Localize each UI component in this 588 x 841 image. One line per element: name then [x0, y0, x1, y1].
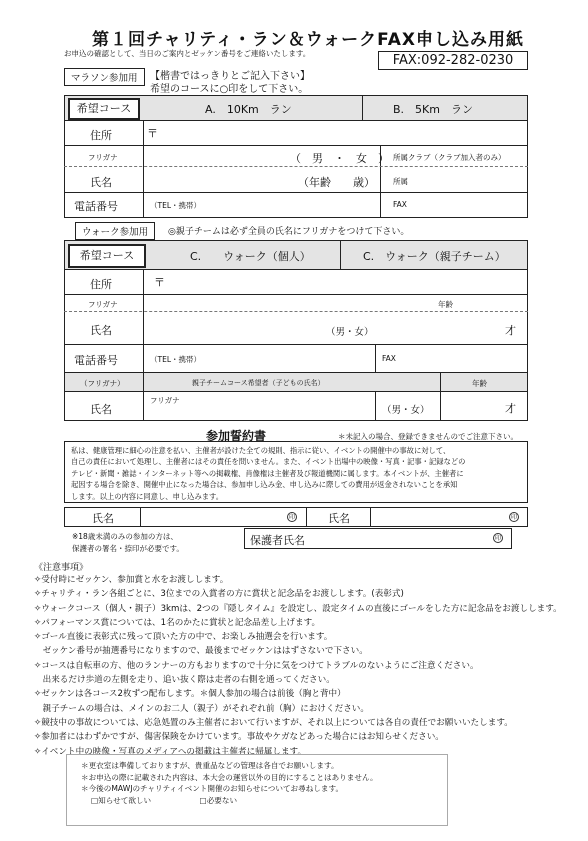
pledge-line-4: 起因する場合を除き、開催中止になった場合は、参加申し込み金、申し込みに際しての費用が返金されないことを承知 — [71, 480, 458, 490]
walk-address-label: 住所 — [90, 278, 112, 291]
signature-field-2[interactable] — [371, 508, 527, 526]
marathon-age-field[interactable]: （年齢 歳） — [298, 176, 375, 189]
affiliation-label: 所属 — [393, 177, 408, 186]
minor-note-1: ※18歳未満のみの参加の方は、 — [72, 532, 178, 541]
walk-fax-field[interactable]: FAX — [382, 354, 396, 363]
marathon-name-label: 氏名 — [90, 176, 112, 189]
child-furigana-field[interactable]: フリガナ — [150, 396, 180, 405]
note-line: 出来るだけ歩道の左側を走り、追い抜く際は走者の右側を通ってください。 — [34, 675, 335, 686]
note-line: ゼッケン番号が抽選番号になりますので、最後までゼッケンははずさないで下さい。 — [34, 646, 368, 657]
marathon-phone-field[interactable]: （TEL・携帯） — [150, 201, 201, 210]
walk-note: ◎親子チームは必ず全員の氏名にフリガナをつけて下さい。 — [168, 227, 410, 237]
walk-address-field[interactable]: 〒 — [154, 276, 165, 289]
course-option-b[interactable]: B. 5Km ラン — [393, 103, 473, 116]
pledge-warning: ＊未記入の場合、登録できませんのでご注意下さい。 — [338, 432, 518, 441]
walk-phone-label: 電話番号 — [74, 354, 118, 367]
note-line: ✧パフォーマンス賞については、1名のかたに賞状と記念品差し上げます。 — [34, 617, 321, 628]
note-line: ✧受付時にゼッケン、参加賞と水をお渡しします。 — [34, 575, 229, 585]
child-age-field[interactable]: 才 — [505, 402, 516, 415]
marathon-section-tag: マラソン参加用 — [64, 68, 145, 86]
footer-line-3: ＊今後のMAWJのチャリティイベント開催のお知らせについてお尋ねします。 — [81, 784, 344, 793]
note-line: 親子チームの場合は、メインのお二人（親子）がそれぞれ前（胸）におけください。 — [34, 703, 369, 714]
note-line: ✧イベント中の映像・写真のメディアへの掲載は主催者に帰属します。 — [34, 746, 307, 757]
course-option-a[interactable]: A. 10Km ラン — [205, 103, 292, 116]
club-label: 所属クラブ（クラブ加入者のみ） — [393, 153, 506, 162]
note-line: ✧チャリティ・ラン各組ごとに、3位までの入賞者の方に賞状と記念品をお渡しします。(表彰式) — [34, 589, 404, 600]
footer-box — [66, 754, 448, 826]
marathon-address-field[interactable]: 〒 — [147, 127, 158, 140]
notes-title: 《注意事項》 — [34, 563, 89, 573]
walk-gender-field[interactable]: （男・女） — [326, 327, 374, 338]
pledge-body-box — [64, 441, 528, 503]
marathon-gender-field[interactable]: （ 男 ・ 女 ） — [290, 152, 389, 165]
note-line: ✧参加者にはわずかですが、傷害保険をかけています。事故やケガなどあった場合にはお知らせください。 — [34, 732, 444, 743]
notify-no-checkbox[interactable]: □必要ない — [199, 795, 238, 805]
child-header: 親子チームコース希望者（子どもの氏名） — [192, 379, 325, 387]
note-line: ✧競技中の事故については、応急処置のみ主催者において行いますが、それ以上については各自の責任でお願いいたします。 — [34, 717, 513, 728]
form-subtitle: お申込の確認として、当日のご案内とゼッケン番号をご連絡いたします。 — [64, 49, 311, 58]
child-gender-field[interactable]: （男・女） — [382, 405, 430, 416]
marathon-address-label: 住所 — [90, 129, 112, 142]
walk-course-label: 希望コース — [68, 244, 146, 268]
marathon-furigana-label: フリガナ — [88, 153, 118, 162]
note-line: ✧ゴール直後に表彰式に残って頂いた方の中で、お楽しみ抽選会を行います。 — [34, 632, 333, 643]
signature-name-label-2: 氏名 — [328, 512, 350, 525]
pledge-line-3: テレビ・新聞・雑誌・インターネット等への掲載権、肖像権は主催者及び報道機関に属します。本イベントが、主催者に — [71, 468, 464, 478]
minor-note-2: 保護者の署名・捺印が必要です。 — [72, 544, 184, 553]
walk-furigana-label: フリガナ — [88, 300, 118, 309]
footer-line-2: ＊お申込の際に記載された内容は、本大会の運営以外の目的にすることはありません。 — [81, 772, 378, 782]
guardian-label: 保護者氏名 — [250, 534, 305, 547]
form-title: 第１回チャリティ・ラン＆ウォークFAX申し込み用紙 — [91, 30, 525, 50]
walk-name-label: 氏名 — [90, 324, 112, 337]
marathon-instruction-1: 【楷書ではっきりとご記入下さい】 — [150, 71, 310, 82]
walk-phone-field[interactable]: （TEL・携帯） — [150, 355, 201, 364]
course-option-c-family[interactable]: C. ウォーク（親子チーム） — [363, 250, 506, 263]
pledge-line-2: 自己の責任において処理し、主催者にはその責任を問いません。また、イベント出場中の映像・写真・記事・記録などの — [71, 457, 466, 467]
signature-name-label-1: 氏名 — [92, 512, 114, 525]
walk-section-tag: ウォーク参加用 — [75, 222, 155, 240]
guardian-field[interactable] — [310, 529, 511, 548]
marathon-course-label: 希望コース — [68, 98, 140, 120]
marathon-instruction-2: 希望のコースに○印をして下さい。 — [150, 84, 309, 95]
pledge-line-1: 私は、健康管理に細心の注意を払い、主催者が設けた全ての規則、指示に従い、イベントの開催中の事故に対して、 — [71, 446, 451, 455]
course-option-c-individual[interactable]: C. ウォーク（個人） — [190, 250, 311, 263]
notify-yes-checkbox[interactable]: □知らせて欲しい — [91, 795, 152, 805]
pledge-line-5: します。以上の内容に同意し、申し込みます。 — [71, 491, 224, 501]
seal-mark-2: 印 — [510, 514, 517, 521]
marathon-fax-field[interactable]: FAX — [393, 200, 407, 209]
notes-list — [34, 573, 562, 759]
signature-field-1[interactable] — [141, 508, 305, 526]
walk-age-field[interactable]: 才 — [505, 324, 516, 337]
seal-mark-1: 印 — [288, 514, 295, 521]
note-line: ✧コースは自転車の方、他のランナーの方もおりますので十分に気をつけてトラブルのないようにご注意ください。 — [34, 660, 479, 671]
fax-number-box: FAX:092-282-0230 — [378, 51, 528, 70]
child-furigana-label: （フリガナ） — [80, 379, 125, 388]
child-age-label: 年齢 — [472, 379, 487, 388]
note-line: ✧ウォークコース（個人・親子）3kmは、2つの『隠しタイム』を設定し、設定タイムの直後にゴールをした方に記念品をお渡しします。 — [34, 603, 562, 614]
pledge-title: 参加誓約書 — [206, 429, 267, 443]
child-name-label: 氏名 — [90, 403, 112, 416]
footer-line-1: ＊更衣室は準備しておりますが、貴重品などの管理は各自でお願いします。 — [81, 761, 339, 770]
marathon-phone-label: 電話番号 — [74, 200, 118, 213]
guardian-seal-mark: 印 — [494, 535, 501, 542]
walk-age-label: 年齢 — [438, 300, 453, 309]
note-line: ✧ゼッケンは各コース2枚ずつ配布します。＊個人参加の場合は前後（胸と背中） — [34, 689, 346, 700]
